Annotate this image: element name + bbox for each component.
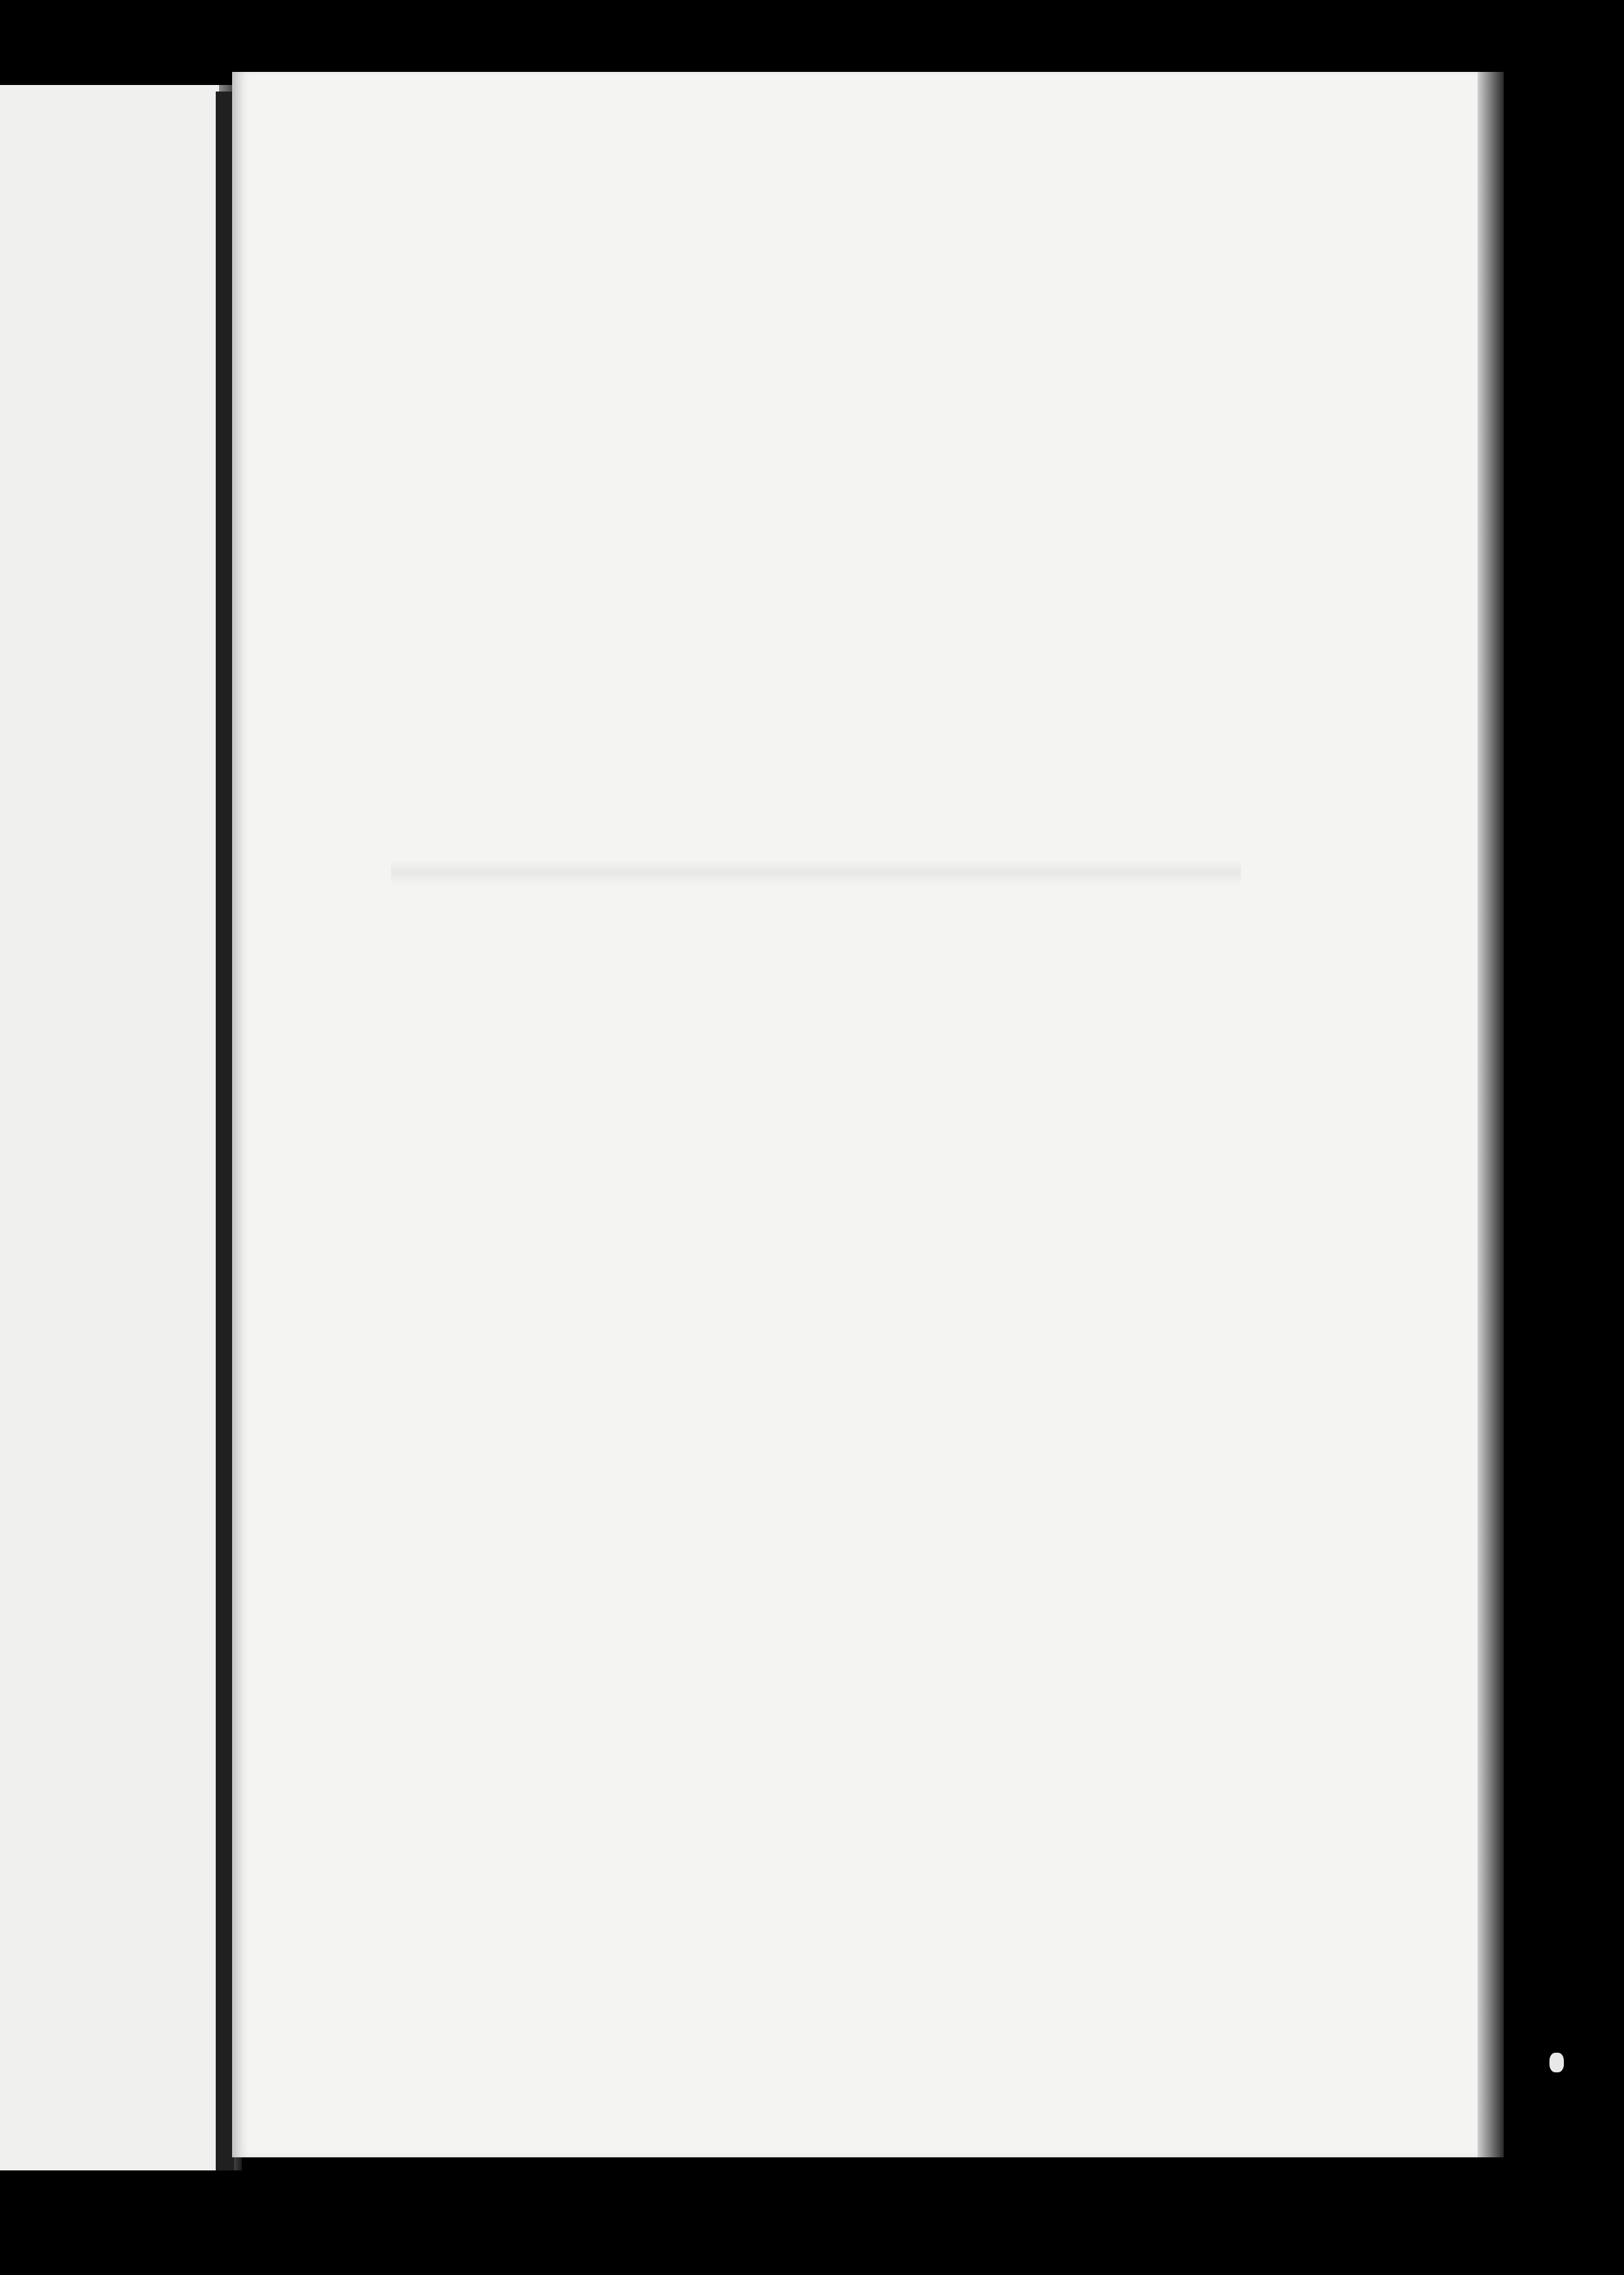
footnote-greek-line (398, 1038, 1244, 1082)
running-head (324, 209, 1223, 248)
footnote-greek-line (398, 1429, 1244, 1473)
footnotes (398, 907, 1244, 1908)
footnote-greek-line (398, 1603, 1244, 1647)
footnote-greek-line (398, 1777, 1244, 1821)
footnote-greek-line (398, 1821, 1244, 1864)
body-line (391, 396, 1241, 448)
footnote-greek-line (398, 1255, 1244, 1299)
footnote-greek-line (398, 1560, 1244, 1604)
footnote-greek-line (398, 1690, 1244, 1734)
body-line (391, 448, 1241, 500)
footnote-4-second-line (398, 951, 1244, 995)
footnote-greek-line (398, 1647, 1244, 1691)
footnote-4-greek-quotation (398, 994, 1244, 1864)
body-line (391, 814, 1241, 866)
footnote-greek-line (398, 1081, 1244, 1125)
footnote-greek-line (398, 1168, 1244, 1212)
right-page-edge (1478, 72, 1504, 2157)
footnote-greek-line (398, 994, 1244, 1038)
footnote-greek-line (398, 1299, 1244, 1343)
show-through-line (391, 860, 1241, 886)
left-page (0, 85, 226, 2170)
footnote-greek-line (398, 1342, 1244, 1386)
body-line (391, 500, 1241, 552)
footnote-greek-line (398, 1734, 1244, 1778)
body-text (391, 343, 1241, 866)
paper-speck (1549, 2053, 1564, 2072)
body-line (391, 657, 1241, 709)
body-line (391, 552, 1241, 605)
footnote-greek-line (398, 1473, 1244, 1517)
body-line (391, 709, 1241, 762)
footnote-greek-line (398, 1125, 1244, 1169)
book-spine (216, 92, 234, 2170)
body-line (391, 762, 1241, 814)
body-line (391, 605, 1241, 657)
footnote-greek-line (398, 1386, 1244, 1430)
body-line (391, 343, 1241, 396)
footnote-greek-line (398, 1516, 1244, 1560)
footnote-5 (398, 1864, 1244, 1908)
footnote-4-first-line (398, 907, 1244, 951)
footnote-greek-line (398, 1212, 1244, 1256)
